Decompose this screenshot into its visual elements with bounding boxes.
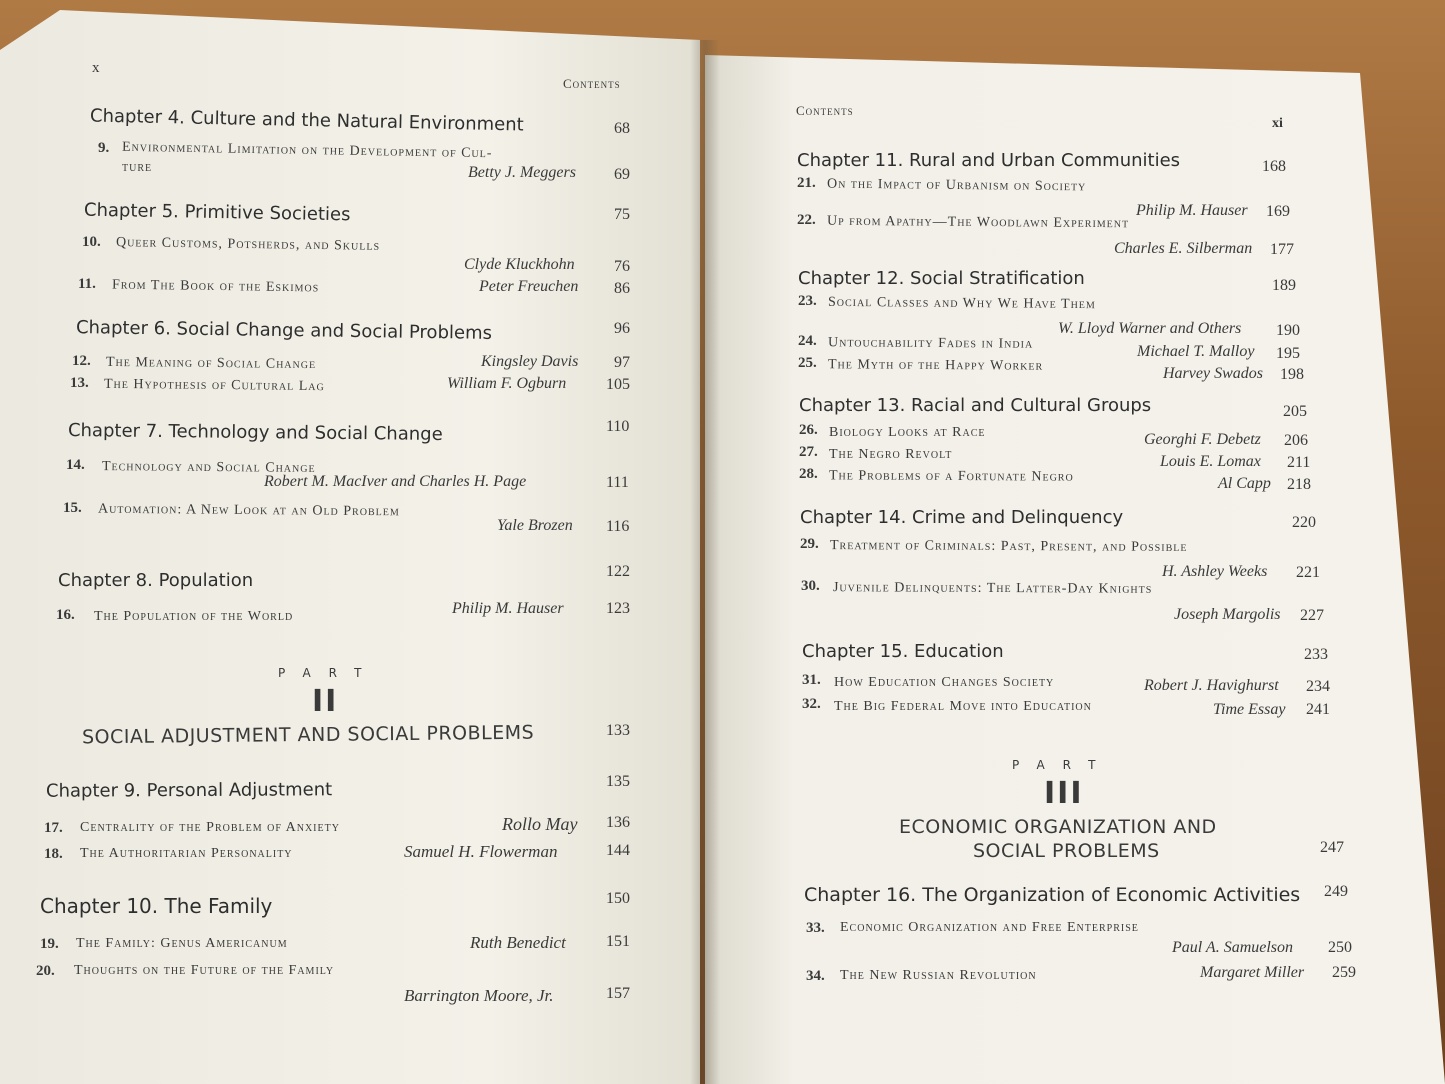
- item-15-page: 116: [606, 518, 630, 535]
- item-18-page: 144: [606, 842, 630, 859]
- item-32-number: 32.: [802, 696, 821, 712]
- book-gutter: [690, 40, 720, 1084]
- item-33-title: Economic Organization and Free Enterprise: [840, 920, 1139, 935]
- item-27-number: 27.: [799, 444, 818, 460]
- item-33-author: Paul A. Samuelson: [1172, 939, 1294, 956]
- item-34-page: 259: [1332, 964, 1356, 981]
- item-28-page: 218: [1287, 476, 1311, 493]
- item-19-title: The Family: Genus Americanum: [76, 936, 288, 951]
- part-3-title-line2: SOCIAL PROBLEMS: [973, 840, 1160, 862]
- item-22-title: Up from Apathy—The Woodlawn Experiment: [826, 213, 1130, 232]
- item-16-title: The Population of the World: [94, 609, 294, 624]
- item-33-page: 250: [1328, 939, 1352, 956]
- item-24-title: Untouchability Fades in India: [827, 335, 1034, 352]
- chapter-9-title: Chapter 9. Personal Adjustment: [45, 779, 333, 802]
- part-3-title-line1: ECONOMIC ORGANIZATION AND: [899, 816, 1217, 838]
- item-11-author: Peter Freuchen: [479, 278, 579, 295]
- item-10-number: 10.: [82, 234, 101, 250]
- item-12-page: 97: [614, 354, 630, 371]
- item-12-title: The Meaning of Social Change: [105, 354, 317, 373]
- item-23-number: 23.: [798, 293, 817, 309]
- item-21-page: 169: [1266, 203, 1290, 220]
- item-29-title: Treatment of Criminals: Past, Present, and Possible: [829, 538, 1188, 555]
- item-17-author: Rollo May: [502, 814, 578, 834]
- item-33-number: 33.: [806, 920, 825, 936]
- item-12-author: Kingsley Davis: [481, 353, 579, 370]
- chapter-7-title: Chapter 7. Technology and Social Change: [67, 420, 443, 445]
- item-29-author: H. Ashley Weeks: [1162, 563, 1268, 580]
- chapter-15-title: Chapter 15. Education: [802, 641, 1004, 662]
- item-15-title: Automation: A New Look at an Old Problem: [97, 501, 400, 520]
- item-23-page: 190: [1276, 322, 1300, 339]
- item-20-author: Barrington Moore, Jr.: [404, 986, 554, 1005]
- part-3-page: 247: [1320, 839, 1344, 856]
- item-14-author: Robert M. MacIver and Charles H. Page: [264, 473, 527, 490]
- item-26-number: 26.: [799, 422, 818, 438]
- chapter-12-title: Chapter 12. Social Stratification: [798, 268, 1085, 289]
- part-2-numeral: II: [312, 684, 339, 719]
- item-9-author: Betty J. Meggers: [468, 164, 576, 181]
- item-32-title: The Big Federal Move into Education: [834, 699, 1092, 714]
- item-9-page: 69: [614, 166, 630, 183]
- item-34-author: Margaret Miller: [1200, 964, 1305, 981]
- chapter-16-title: Chapter 16. The Organization of Economic Activities: [804, 884, 1301, 906]
- item-23-title: Social Classes and Why We Have Them: [827, 294, 1096, 313]
- item-13-title: The Hypothesis of Cultural Lag: [103, 376, 325, 395]
- chapter-6-page: 96: [614, 320, 630, 337]
- chapter-5-page: 75: [614, 206, 630, 223]
- item-20-page: 157: [606, 985, 630, 1002]
- item-22-author: Charles E. Silberman: [1114, 240, 1253, 257]
- item-12-number: 12.: [72, 353, 91, 369]
- part-2-label: PART: [278, 666, 380, 680]
- item-21-author: Philip M. Hauser: [1136, 202, 1248, 219]
- page-number-right: xi: [1272, 116, 1283, 131]
- item-13-number: 13.: [70, 375, 89, 391]
- item-24-author: Michael T. Malloy: [1137, 343, 1255, 360]
- item-31-number: 31.: [802, 672, 821, 688]
- item-18-number: 18.: [44, 846, 63, 862]
- item-29-number: 29.: [800, 536, 819, 552]
- item-24-page: 195: [1276, 345, 1300, 362]
- item-32-author: Time Essay: [1213, 701, 1286, 718]
- item-24-number: 24.: [798, 333, 817, 349]
- item-25-title: The Myth of the Happy Worker: [827, 357, 1044, 374]
- item-9-number: 9.: [98, 140, 110, 156]
- part-2-title: SOCIAL ADJUSTMENT AND SOCIAL PROBLEMS: [81, 721, 535, 749]
- item-26-title: Biology Looks at Race: [829, 425, 986, 440]
- part-3-label: PART: [1012, 758, 1114, 772]
- chapter-8-page: 122: [606, 563, 630, 580]
- part-3-numeral: III: [1044, 776, 1084, 811]
- item-27-page: 211: [1287, 454, 1311, 471]
- item-19-page: 151: [606, 933, 630, 950]
- item-17-number: 17.: [44, 820, 63, 836]
- item-29-page: 221: [1296, 564, 1320, 581]
- item-27-title: The Negro Revolt: [829, 447, 953, 462]
- page-number-left: x: [92, 60, 100, 76]
- item-28-title: The Problems of a Fortunate Negro: [828, 468, 1074, 485]
- item-14-title: Technology and Social Change: [101, 459, 316, 476]
- item-11-title: From The Book of the Eskimos: [111, 277, 320, 296]
- chapter-9-page: 135: [606, 773, 630, 790]
- item-30-page: 227: [1300, 607, 1324, 624]
- item-32-page: 241: [1306, 701, 1330, 718]
- item-16-number: 16.: [56, 607, 75, 623]
- item-27-author: Louis E. Lomax: [1160, 453, 1261, 470]
- item-25-page: 198: [1280, 366, 1304, 383]
- chapter-4-page: 68: [614, 120, 630, 137]
- item-31-author: Robert J. Havighurst: [1144, 677, 1279, 694]
- chapter-8-title: Chapter 8. Population: [58, 570, 254, 591]
- item-20-number: 20.: [36, 963, 55, 979]
- item-10-page: 76: [614, 258, 630, 275]
- chapter-14-page: 220: [1292, 514, 1316, 531]
- item-16-author: Philip M. Hauser: [452, 600, 564, 617]
- item-21-title: On the Impact of Urbanism on Society: [826, 176, 1087, 195]
- item-14-page: 111: [606, 474, 629, 491]
- chapter-15-page: 233: [1304, 646, 1328, 663]
- chapter-4-title: Chapter 4. Culture and the Natural Environment: [89, 105, 524, 136]
- chapter-6-title: Chapter 6. Social Change and Social Problems: [75, 317, 493, 344]
- item-18-title: The Authoritarian Personality: [80, 846, 293, 861]
- item-34-number: 34.: [806, 968, 825, 984]
- chapter-10-page: 150: [606, 890, 630, 907]
- item-14-number: 14.: [66, 457, 85, 473]
- part-2-page: 133: [606, 722, 630, 739]
- item-31-title: How Education Changes Society: [834, 675, 1055, 690]
- item-25-number: 25.: [798, 355, 817, 371]
- item-10-author: Clyde Kluckhohn: [464, 256, 575, 273]
- item-26-page: 206: [1284, 432, 1308, 449]
- item-9-title-line1: Environmental Limitation on the Development of Cul-: [121, 139, 493, 162]
- chapter-13-title: Chapter 13. Racial and Cultural Groups: [799, 395, 1152, 416]
- chapter-12-page: 189: [1272, 277, 1296, 294]
- item-28-author: Al Capp: [1218, 475, 1271, 492]
- item-30-number: 30.: [801, 578, 820, 594]
- item-23-author: W. Lloyd Warner and Others: [1058, 320, 1242, 337]
- chapter-5-title: Chapter 5. Primitive Societies: [83, 199, 351, 226]
- chapter-11-page: 168: [1262, 158, 1286, 175]
- item-22-page: 177: [1270, 241, 1294, 258]
- item-22-number: 22.: [797, 212, 816, 228]
- chapter-11-title: Chapter 11. Rural and Urban Communities: [797, 150, 1181, 171]
- item-30-title: Juvenile Delinquents: The Latter-Day Knights: [832, 580, 1153, 597]
- chapter-13-page: 205: [1283, 403, 1307, 420]
- left-page: [0, 10, 700, 1084]
- item-15-number: 15.: [63, 500, 82, 516]
- item-16-page: 123: [606, 600, 630, 617]
- item-31-page: 234: [1306, 678, 1330, 695]
- item-25-author: Harvey Swados: [1163, 365, 1263, 382]
- chapter-10-title: Chapter 10. The Family: [40, 894, 273, 918]
- item-28-number: 28.: [799, 466, 818, 482]
- item-20-title: Thoughts on the Future of the Family: [74, 963, 335, 978]
- item-19-number: 19.: [40, 936, 59, 952]
- item-11-number: 11.: [78, 276, 96, 292]
- item-10-title: Queer Customs, Potsherds, and Skulls: [115, 235, 381, 254]
- chapter-16-page: 249: [1324, 883, 1348, 900]
- item-9-title-line2: ture: [122, 160, 153, 175]
- item-21-number: 21.: [797, 175, 816, 191]
- running-head-left: Contents: [563, 76, 621, 91]
- item-11-page: 86: [614, 280, 630, 297]
- item-13-page: 105: [606, 376, 630, 393]
- item-15-author: Yale Brozen: [497, 517, 573, 534]
- running-head-right: Contents: [796, 103, 854, 118]
- item-26-author: Georghi F. Debetz: [1144, 431, 1261, 448]
- item-13-author: William F. Ogburn: [447, 375, 567, 392]
- item-19-author: Ruth Benedict: [470, 933, 566, 952]
- item-17-page: 136: [606, 814, 630, 831]
- item-30-author: Joseph Margolis: [1174, 606, 1281, 623]
- item-34-title: The New Russian Revolution: [840, 968, 1037, 983]
- chapter-7-page: 110: [606, 418, 630, 435]
- item-17-title: Centrality of the Problem of Anxiety: [80, 820, 340, 835]
- chapter-14-title: Chapter 14. Crime and Delinquency: [800, 507, 1124, 528]
- item-18-author: Samuel H. Flowerman: [404, 842, 558, 861]
